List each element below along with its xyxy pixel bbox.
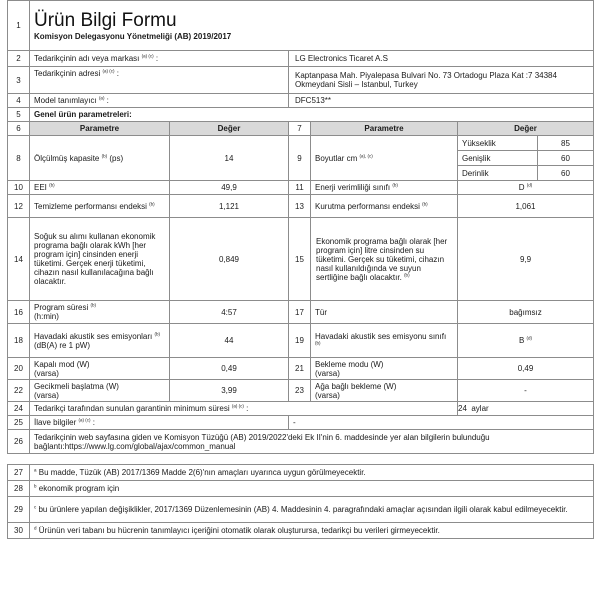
- type-label: Tür: [311, 301, 458, 324]
- row-number: 14: [8, 218, 30, 301]
- row-number: 30: [8, 523, 30, 539]
- noise-emission-label: Havadaki akustik ses emisyonları $^{(b)}$ (dB(A) re 1 pW): [30, 324, 170, 358]
- footnote-b: $^b$ ekonomik program için: [30, 481, 594, 497]
- networked-standby-value: -: [458, 380, 594, 402]
- row-number: 3: [8, 67, 30, 94]
- supplier-name-label: Tedarikçinin adı veya markası $^{(a) (c)}$ :: [30, 51, 289, 67]
- row-number: 20: [8, 358, 30, 380]
- row-6: [8, 122, 594, 136]
- additional-info-value: -: [289, 416, 594, 430]
- main-table: [7, 0, 594, 454]
- type-value: bağımsız: [458, 301, 594, 324]
- height-value: 85: [538, 136, 594, 151]
- row-number: 9: [289, 136, 311, 181]
- supplier-website-note: [30, 430, 594, 454]
- row-5: [8, 108, 594, 122]
- footnote-c: $^c$ bu ürünlere yapılan değişiklikler, 2017/1369 Düzenlemesinin (AB) 4. Maddesinin 4. paragrafındaki amaçlar açısından ilgili olarak kabul edilmeyecektir.: [30, 497, 594, 523]
- page-title: Ürün Bilgi Formu: [34, 9, 177, 31]
- standby-mode-value: 0,49: [458, 358, 594, 380]
- drying-index-label: Kurutma performansı endeksi $^{(b)}$: [311, 195, 458, 218]
- energy-class-value: D $^{(d)}$: [458, 181, 594, 195]
- parameter-header-right: Parametre: [311, 122, 458, 136]
- delay-start-label: Gecikmeli başlatma (W) (varsa): [30, 380, 170, 402]
- row-number: 21: [289, 358, 311, 380]
- row-12: [8, 195, 594, 218]
- row-26: [8, 430, 594, 454]
- footnote-row: [8, 465, 594, 481]
- program-duration-label: Program süresi $^{(b)}$ (h:min): [30, 301, 170, 324]
- dimensions-label: Boyutlar cm $^{(a), (c)}$: [311, 136, 458, 181]
- row-25: [8, 416, 594, 430]
- rated-capacity-value: 14: [170, 136, 289, 181]
- supplier-address-label: Tedarikçinin adresi $^{(a) (c)}$ :: [30, 67, 289, 94]
- row-number: 18: [8, 324, 30, 358]
- value-header-left: Değer: [170, 122, 289, 136]
- row-24: [8, 402, 594, 416]
- off-mode-label: Kapalı mod (W) (varsa): [30, 358, 170, 380]
- depth-value: 60: [538, 166, 594, 181]
- value-header-right: Değer: [458, 122, 594, 136]
- row-number: 13: [289, 195, 311, 218]
- program-duration-value: 4:57: [170, 301, 289, 324]
- row-number: 15: [289, 218, 311, 301]
- width-value: 60: [538, 151, 594, 166]
- row-1: [8, 1, 594, 51]
- row-number: 26: [8, 430, 30, 454]
- height-label: Yükseklik: [458, 136, 538, 151]
- row-number: 11: [289, 181, 311, 195]
- row-3: [8, 67, 594, 94]
- row-number: 7: [289, 122, 311, 136]
- warranty-value: 24 aylar: [458, 402, 594, 416]
- row-number: 4: [8, 94, 30, 108]
- website-note-text: Tedarikçinin web sayfasına giden ve Komisyon Tüzüğü (AB) 2019/2022'deki Ek II'nin 6. maddesinde yer alan bilgilerin bulunduğu: [34, 432, 490, 442]
- form-header: [30, 1, 594, 51]
- row-number: 27: [8, 465, 30, 481]
- footnote-a: $^a$ Bu madde, Tüzük (AB) 2017/1369 Madde 2(6)'nın amaçları uyarınca uygun görülmeyecektir.: [30, 465, 594, 481]
- row-number: 19: [289, 324, 311, 358]
- standby-mode-label: Bekleme modu (W) (varsa): [311, 358, 458, 380]
- eei-value: 49,9: [170, 181, 289, 195]
- off-mode-value: 0,49: [170, 358, 289, 380]
- parameter-header-left: Parametre: [30, 122, 170, 136]
- cleaning-index-value: 1,121: [170, 195, 289, 218]
- row-4: [8, 94, 594, 108]
- rated-capacity-label: Ölçülmüş kapasite $^{(b)}$ (ps): [30, 136, 170, 181]
- drying-index-value: 1,061: [458, 195, 594, 218]
- row-8: [8, 136, 594, 151]
- cleaning-index-label: Temizleme performansı endeksi $^{(b)}$: [30, 195, 170, 218]
- row-number: 25: [8, 416, 30, 430]
- row-number: 6: [8, 122, 30, 136]
- model-identifier-value: DFC513**: [289, 94, 594, 108]
- footnote-row: [8, 523, 594, 539]
- water-consumption-value: 9,9: [458, 218, 594, 301]
- noise-emission-value: 44: [170, 324, 289, 358]
- row-number: 10: [8, 181, 30, 195]
- footnote-d: $^d$ Ürünün veri tabanı bu hücrenin tanımlayıcı içeriğini otomatik olarak oluşturursa, tedarikçi bu verileri girmeyecektir.: [30, 523, 594, 539]
- row-16: [8, 301, 594, 324]
- manual-link[interactable]: bağlantı:https://www.lg.com/global/ajax/common_manual: [34, 441, 236, 451]
- supplier-name-value: LG Electronics Ticaret A.S: [289, 51, 594, 67]
- delay-start-value: 3,99: [170, 380, 289, 402]
- row-number: 24: [8, 402, 30, 416]
- row-number: 23: [289, 380, 311, 402]
- footnotes-table: [7, 464, 594, 539]
- supplier-address-value: Kaptanpasa Mah. Piyalepasa Bulvari No. 73 Ortadogu Plaza Kat :7 34384 Okmeydani Sisli – Istanbul, Turkey: [289, 67, 594, 94]
- energy-consumption-value: 0,849: [170, 218, 289, 301]
- row-number: 1: [8, 1, 30, 51]
- water-consumption-label: Ekonomik programa bağlı olarak [her program için] litre cinsinden su tüketimi. Gerçek su tüketimi, cihazın nasıl kullanıldığında ve suyun sertliğine bağlı olacaktır. $^{(b)}$: [311, 218, 458, 301]
- row-number: 22: [8, 380, 30, 402]
- row-2: [8, 51, 594, 67]
- noise-class-label: Havadaki akustik ses emisyonu sınıfı $^{(b)}$: [311, 324, 458, 358]
- footnote-row: [8, 481, 594, 497]
- row-number: 17: [289, 301, 311, 324]
- row-10: [8, 181, 594, 195]
- row-number: 29: [8, 497, 30, 523]
- row-number: 8: [8, 136, 30, 181]
- additional-info-label: İlave bilgiler $^{(a) (c)}$ :: [30, 416, 289, 430]
- row-20: [8, 358, 594, 380]
- energy-class-label: Enerji verimliliği sınıfı $^{(b)}$: [311, 181, 458, 195]
- row-number: 16: [8, 301, 30, 324]
- row-18: [8, 324, 594, 358]
- eei-label: EEI $^{(b)}$: [30, 181, 170, 195]
- row-number: 12: [8, 195, 30, 218]
- energy-consumption-label: Soğuk su alımı kullanan ekonomik programa bağlı olarak kWh [her program için] cinsinden enerji tüketimi. Gerçek enerji tüketimi, cihazın nasıl kullanılacağına bağlı olacaktır.: [30, 218, 170, 301]
- depth-label: Derinlik: [458, 166, 538, 181]
- footnote-row: [8, 497, 594, 523]
- noise-class-value: B $^{(d)}$: [458, 324, 594, 358]
- row-number: 2: [8, 51, 30, 67]
- row-number: 28: [8, 481, 30, 497]
- width-label: Genişlik: [458, 151, 538, 166]
- row-22: [8, 380, 594, 402]
- general-parameters-heading: Genel ürün parametreleri:: [30, 108, 594, 122]
- warranty-label: Tedarikçi tarafından sunulan garantinin minimum süresi $^{(a) (c)}$ :: [30, 402, 458, 416]
- networked-standby-label: Ağa bağlı bekleme (W) (varsa): [311, 380, 458, 402]
- row-number: 5: [8, 108, 30, 122]
- model-identifier-label: Model tanımlayıcı $^{(a)}$ :: [30, 94, 289, 108]
- product-information-sheet: [7, 0, 593, 539]
- row-14: [8, 218, 594, 301]
- regulation-subtitle: Komisyon Delegasyonu Yönetmeliği (AB) 2019/2017: [34, 31, 232, 41]
